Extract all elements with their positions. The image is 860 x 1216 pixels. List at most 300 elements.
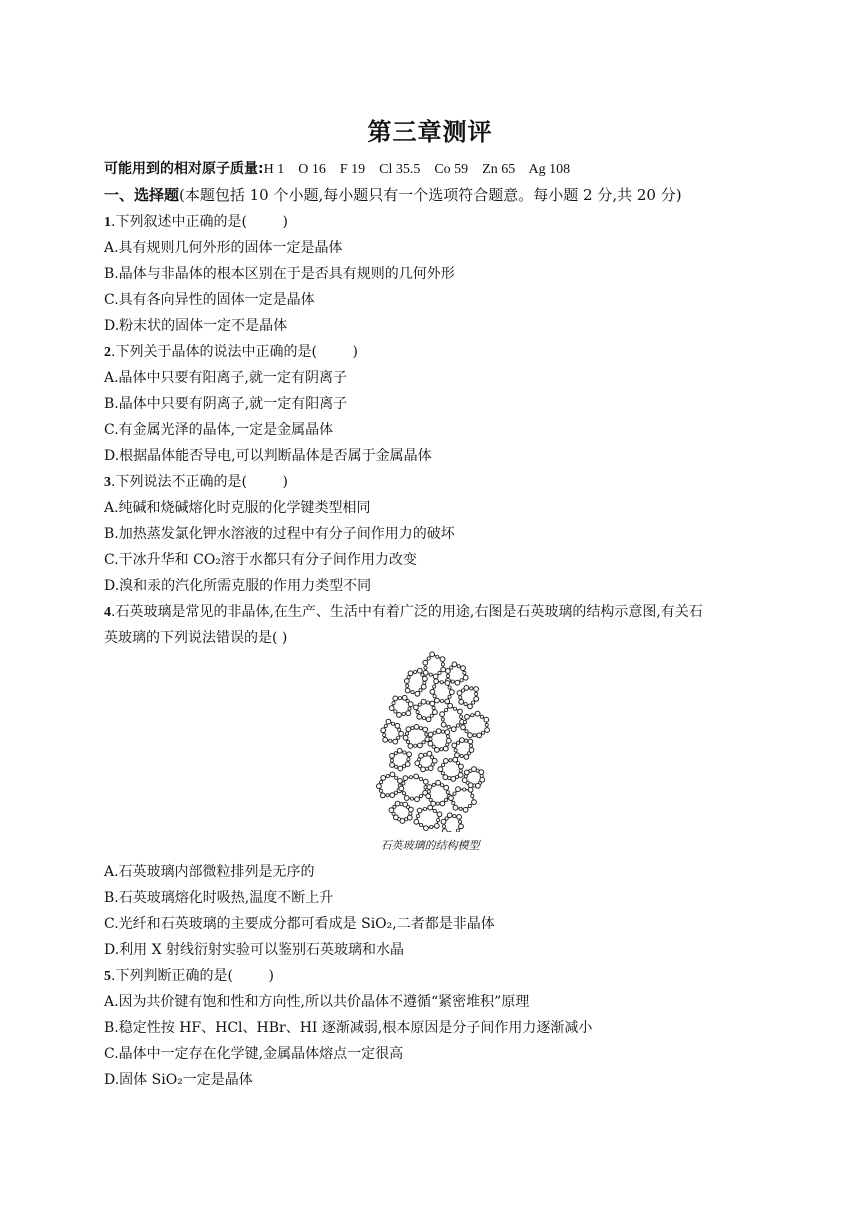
oxygen-atom: [480, 715, 483, 718]
silicon-atom: [426, 717, 431, 722]
oxygen-atom: [398, 697, 401, 700]
oxygen-atom: [441, 718, 444, 721]
silicon-atom: [414, 819, 419, 824]
oxygen-atom: [416, 815, 419, 818]
q1-option-c: C.具有各向异性的固体一定是晶体: [104, 292, 315, 308]
oxygen-atom: [414, 670, 417, 673]
oxygen-atom: [379, 789, 382, 792]
oxygen-atom: [460, 754, 463, 757]
question-text: .下列关于晶体的说法中正确的是( ): [111, 344, 358, 360]
silicon-atom: [476, 783, 481, 788]
silicon-atom: [440, 801, 445, 806]
silicon-atom: [474, 697, 479, 702]
oxygen-atom: [433, 731, 436, 734]
oxygen-atom: [456, 724, 459, 727]
question-text: .下列判断正确的是( ): [111, 968, 274, 984]
silicon-atom: [397, 713, 402, 718]
oxygen-atom: [449, 759, 452, 762]
silicon-atom: [446, 738, 451, 743]
silicon-atom: [394, 815, 399, 820]
oxygen-atom: [426, 701, 429, 704]
silicon-atom: [406, 711, 411, 716]
silicon-atom: [451, 727, 456, 732]
oxygen-atom: [420, 794, 423, 797]
silicon-atom: [472, 800, 477, 805]
atomic-masses-line: [104, 160, 570, 179]
q1-option-a: A.具有规则几何外形的固体一定是晶体: [104, 240, 343, 256]
oxygen-atom: [402, 792, 405, 795]
silicon-atom: [445, 730, 450, 735]
silicon-atom: [417, 714, 422, 719]
oxygen-atom: [432, 706, 435, 709]
question-number: 4: [104, 605, 111, 620]
oxygen-atom: [465, 739, 468, 742]
oxygen-atom: [485, 723, 488, 726]
oxygen-atom: [390, 759, 393, 762]
oxygen-atom: [423, 807, 426, 810]
oxygen-atom: [472, 701, 475, 704]
oxygen-atom: [438, 671, 441, 674]
silicon-atom: [436, 729, 441, 734]
silicon-atom: [428, 732, 433, 737]
q4-option-a: A.石英玻璃内部微粒排列是无序的: [104, 864, 315, 880]
oxygen-atom: [468, 804, 471, 807]
silicon-atom: [456, 787, 461, 792]
silicon-atom: [407, 752, 412, 757]
silicon-atom: [444, 785, 449, 790]
silicon-atom: [386, 719, 391, 724]
oxygen-atom: [395, 765, 398, 768]
silicon-atom: [468, 733, 473, 738]
oxygen-atom: [419, 689, 422, 692]
silicon-atom: [453, 805, 458, 810]
silicon-atom: [393, 739, 398, 744]
oxygen-atom: [427, 790, 430, 793]
oxygen-atom: [457, 741, 460, 744]
silicon-atom: [408, 702, 413, 707]
oxygen-atom: [448, 695, 451, 698]
silicon-atom: [463, 807, 468, 812]
question-text: .下列说法不正确的是( ): [111, 474, 288, 490]
oxygen-atom: [422, 717, 425, 720]
oxygen-atom: [441, 772, 444, 775]
silicon-atom: [414, 725, 419, 730]
silicon-atom: [399, 731, 404, 736]
q3-option-b: B.加热蒸发氯化钾水溶液的过程中有分子间作用力的破坏: [104, 526, 455, 542]
oxygen-atom: [392, 702, 395, 705]
silicon-atom: [445, 699, 450, 704]
silicon-atom: [484, 717, 489, 722]
oxygen-atom: [441, 730, 444, 733]
oxygen-atom: [459, 696, 462, 699]
silicon-atom: [390, 753, 395, 758]
silicon-atom: [408, 671, 413, 676]
oxygen-atom: [409, 812, 412, 815]
oxygen-atom: [446, 791, 449, 794]
oxygen-atom: [470, 687, 473, 690]
oxygen-atom: [386, 775, 389, 778]
silicon-atom: [400, 819, 405, 824]
silicon-atom: [428, 766, 433, 771]
silicon-atom: [395, 801, 400, 806]
silicon-atom: [458, 773, 463, 778]
silicon-atom: [380, 793, 385, 798]
silicon-atom: [427, 785, 432, 790]
silicon-atom: [377, 784, 382, 789]
oxygen-atom: [441, 784, 444, 787]
silicon-atom: [406, 727, 411, 732]
silicon-atom: [434, 679, 439, 684]
silicon-atom: [409, 807, 414, 812]
silicon-atom: [461, 725, 466, 730]
oxygen-atom: [383, 734, 386, 737]
silicon-atom: [389, 706, 394, 711]
oxygen-atom: [420, 823, 423, 826]
silicon-atom: [449, 796, 454, 801]
silicon-atom: [455, 680, 460, 685]
silicon-atom: [441, 819, 446, 824]
oxygen-atom: [394, 710, 397, 713]
silicon-atom: [398, 766, 403, 771]
oxygen-atom: [433, 809, 436, 812]
silicon-atom: [479, 770, 484, 775]
oxygen-atom: [450, 666, 453, 669]
silicon-atom: [459, 764, 464, 769]
silicon-atom: [468, 739, 473, 744]
section-description: (本题包括 10 个小题,每小题只有一个选项符合题意。每小题 2 分,共 20 分): [179, 186, 682, 204]
silicon-atom: [477, 733, 482, 738]
silicon-atom: [433, 710, 438, 715]
question-number: 3: [104, 475, 111, 490]
oxygen-atom: [444, 799, 447, 802]
silicon-atom: [428, 741, 433, 746]
oxygen-atom: [440, 681, 443, 684]
oxygen-atom: [456, 829, 459, 832]
silicon-atom: [397, 748, 402, 753]
oxygen-atom: [406, 684, 409, 687]
silicon-atom: [446, 669, 451, 674]
oxygen-atom: [429, 738, 432, 741]
atomic-masses-label: 可能用到的相对原子质量:: [104, 161, 264, 177]
silicon-atom: [463, 675, 468, 680]
q3-option-d: D.溴和汞的汽化所需克服的作用力类型不同: [104, 578, 372, 594]
oxygen-atom: [458, 820, 461, 823]
silicon-atom: [472, 767, 477, 772]
oxygen-atom: [446, 674, 449, 677]
oxygen-atom: [436, 802, 439, 805]
silicon-atom: [421, 699, 426, 704]
section-title: 一、选择题: [104, 186, 180, 204]
question-5-stem: [104, 967, 274, 986]
question-number: 2: [104, 345, 111, 360]
oxygen-atom: [459, 807, 462, 810]
oxygen-atom: [473, 734, 476, 737]
silicon-atom: [461, 666, 466, 671]
oxygen-atom: [402, 712, 405, 715]
silicon-atom: [457, 691, 462, 696]
oxygen-atom: [463, 671, 466, 674]
silicon-atom: [390, 763, 395, 768]
oxygen-atom: [459, 769, 462, 772]
silicon-atom: [455, 753, 460, 758]
oxygen-atom: [425, 733, 428, 736]
q2-option-b: B.晶体中只要有阴离子,就一定有阳离子: [104, 396, 348, 412]
oxygen-atom: [402, 782, 405, 785]
oxygen-atom: [430, 714, 433, 717]
silicon-atom: [443, 759, 448, 764]
oxygen-atom: [423, 681, 426, 684]
silicon-atom: [404, 796, 409, 801]
silicon-atom: [460, 738, 465, 743]
silicon-atom: [432, 758, 437, 763]
question-4-stem: [104, 603, 703, 622]
q2-option-d: D.根据晶体能否导电,可以判断晶体是否属于金属晶体: [104, 448, 432, 464]
silicon-atom: [414, 774, 419, 779]
oxygen-atom: [442, 763, 445, 766]
silicon-atom: [381, 776, 386, 781]
silicon-atom: [453, 757, 458, 762]
q3-option-c: C.干冰升华和 CO₂溶于水都只有分子间作用力改变: [104, 552, 417, 568]
silicon-atom: [402, 695, 407, 700]
oxygen-atom: [394, 752, 397, 755]
q4-option-c: C.光纤和石英玻璃的主要成分都可看成是 SiO₂,二者都是非晶体: [104, 916, 495, 932]
oxygen-atom: [422, 741, 425, 744]
oxygen-atom: [389, 739, 392, 742]
silicon-atom: [381, 728, 386, 733]
oxygen-atom: [391, 722, 394, 725]
oxygen-atom: [432, 783, 435, 786]
silicon-atom: [443, 775, 448, 780]
quartz-glass-structure-figure: [372, 648, 492, 832]
question-text: .下列叙述中正确的是( ): [111, 214, 288, 230]
oxygen-atom: [457, 665, 460, 668]
silicon-atom: [442, 829, 447, 832]
silicon-atom: [464, 770, 469, 775]
oxygen-atom: [448, 831, 451, 832]
silicon-atom: [421, 684, 426, 689]
oxygen-atom: [410, 797, 413, 800]
silicon-atom: [417, 808, 422, 813]
silicon-atom: [403, 735, 408, 740]
silicon-atom: [389, 808, 394, 813]
silicon-atom: [424, 826, 429, 831]
silicon-atom: [459, 700, 464, 705]
q5-option-c: C.晶体中一定存在化学键,金属晶体熔点一定很高: [104, 1046, 404, 1062]
oxygen-atom: [433, 695, 436, 698]
silicon-atom: [408, 744, 413, 749]
oxygen-atom: [469, 744, 472, 747]
silicon-atom: [426, 794, 431, 799]
silicon-atom: [436, 780, 441, 785]
oxygen-atom: [436, 655, 439, 658]
oxygen-atom: [397, 736, 400, 739]
oxygen-atom: [380, 781, 383, 784]
silicon-atom: [459, 824, 464, 829]
oxygen-atom: [448, 686, 451, 689]
q1-option-b: B.晶体与非晶体的根本区别在于是否具有规则的几何外形: [104, 266, 455, 282]
question-2-stem: [104, 343, 358, 362]
oxygen-atom: [463, 721, 466, 724]
silicon-atom: [414, 705, 419, 710]
oxygen-atom: [427, 657, 430, 660]
oxygen-atom: [463, 788, 466, 791]
oxygen-atom: [433, 685, 436, 688]
silicon-atom: [403, 802, 408, 807]
q2-option-c: C.有金属光泽的晶体,一定是金属晶体: [104, 422, 334, 438]
q4-option-d: D.利用 X 射线衍射实验可以鉴别石英玻璃和水晶: [104, 942, 405, 958]
oxygen-atom: [453, 707, 456, 710]
silicon-atom: [415, 797, 420, 802]
oxygen-atom: [445, 708, 448, 711]
oxygen-atom: [471, 714, 474, 717]
question-number: 5: [104, 969, 111, 984]
oxygen-atom: [414, 744, 417, 747]
question-3-stem: [104, 473, 288, 492]
silicon-atom: [390, 793, 395, 798]
silicon-atom: [423, 727, 428, 732]
silicon-atom: [464, 755, 469, 760]
silicon-atom: [428, 805, 433, 810]
q1-option-d: D.粉末状的固体一定不是晶体: [104, 318, 288, 334]
silicon-atom: [434, 824, 439, 829]
silicon-atom: [390, 772, 395, 777]
silicon-atom: [405, 688, 410, 693]
question-text: .石英玻璃是常见的非晶体,在生产、生活中有着广泛的用途,右图是石英玻璃的结构示意图,有关石: [111, 604, 703, 620]
silicon-atom: [445, 681, 450, 686]
figure-caption: 石英玻璃的结构模型: [380, 839, 480, 852]
silicon-atom: [403, 776, 408, 781]
silicon-atom: [399, 786, 404, 791]
page-title: 第三章测评: [367, 118, 493, 146]
oxygen-atom: [440, 748, 443, 751]
silicon-atom: [427, 751, 432, 756]
atomic-masses-values: H 1 O 16 F 19 Cl 35.5 Co 59 Zn 65 Ag 108: [263, 162, 571, 177]
q3-option-a: A.纯碱和烧碱熔化时克服的化学键类型相同: [104, 500, 371, 516]
q5-option-d: D.固体 SiO₂一定是晶体: [104, 1072, 253, 1088]
silicon-atom: [423, 779, 428, 784]
silicon-atom: [430, 701, 435, 706]
oxygen-atom: [424, 666, 427, 669]
silicon-atom: [437, 812, 442, 817]
silicon-atom: [430, 652, 435, 657]
oxygen-atom: [459, 715, 462, 718]
oxygen-atom: [421, 673, 424, 676]
oxygen-atom: [460, 679, 463, 682]
silicon-atom: [465, 714, 470, 719]
silicon-atom: [441, 722, 446, 727]
silicon-atom: [435, 748, 440, 753]
oxygen-atom: [453, 792, 456, 795]
oxygen-atom: [408, 707, 411, 710]
silicon-atom: [448, 703, 453, 708]
silicon-atom: [468, 783, 473, 788]
oxygen-atom: [416, 711, 419, 714]
oxygen-atom: [451, 680, 454, 683]
oxygen-atom: [443, 825, 446, 828]
oxygen-atom: [384, 724, 387, 727]
silicon-atom: [405, 762, 410, 767]
silicon-atom: [443, 746, 448, 751]
silicon-atom: [452, 743, 457, 748]
oxygen-atom: [441, 663, 444, 666]
question-number: 1: [104, 215, 111, 230]
silicon-atom: [421, 767, 426, 772]
silicon-atom: [468, 787, 473, 792]
silicon-atom: [433, 674, 438, 679]
silicon-atom: [395, 723, 400, 728]
silicon-atom: [452, 662, 457, 667]
silicon-atom: [474, 687, 479, 692]
oxygen-atom: [464, 703, 467, 706]
silicon-atom: [435, 698, 440, 703]
section-heading: [104, 186, 682, 204]
silicon-atom: [415, 691, 420, 696]
oxygen-atom: [407, 758, 410, 761]
oxygen-atom: [465, 730, 468, 733]
oxygen-atom: [418, 703, 421, 706]
silicon-atom: [430, 689, 435, 694]
silicon-atom: [440, 712, 445, 717]
oxygen-atom: [405, 732, 408, 735]
silicon-atom: [418, 743, 423, 748]
oxygen-atom: [447, 725, 450, 728]
oxygen-atom: [475, 692, 478, 695]
silicon-atom: [457, 815, 462, 820]
question-1-stem: [104, 213, 288, 232]
oxygen-atom: [437, 819, 440, 822]
silicon-atom: [451, 777, 456, 782]
silicon-atom: [464, 686, 469, 691]
silicon-atom: [449, 690, 454, 695]
silicon-atom: [415, 761, 420, 766]
silicon-atom: [393, 696, 398, 701]
oxygen-atom: [424, 753, 427, 756]
silicon-atom: [469, 748, 474, 753]
oxygen-atom: [419, 727, 422, 730]
silicon-atom: [480, 777, 485, 782]
oxygen-atom: [406, 740, 409, 743]
silicon-atom: [475, 711, 480, 716]
oxygen-atom: [429, 798, 432, 801]
silicon-atom: [423, 676, 428, 681]
q5-option-b: B.稳定性按 HF、HCl、HBr、HI 逐渐减弱,根本原因是分子间作用力逐渐减小: [104, 1020, 593, 1036]
q4-option-b: B.石英玻璃熔化时吸热,温度不断上升: [104, 890, 334, 906]
oxygen-atom: [411, 691, 414, 694]
silicon-atom: [419, 753, 424, 758]
oxygen-atom: [430, 825, 433, 828]
oxygen-atom: [409, 776, 412, 779]
silicon-atom: [458, 709, 463, 714]
silicon-atom: [407, 815, 412, 820]
oxygen-atom: [482, 731, 485, 734]
silicon-atom: [441, 667, 446, 672]
q2-option-a: A.晶体中只要有阳离子,就一定有阴离子: [104, 370, 348, 386]
silicon-atom: [417, 668, 422, 673]
oxygen-atom: [446, 735, 449, 738]
silicon-atom: [383, 737, 388, 742]
silicon-atom: [438, 767, 443, 772]
oxygen-atom: [395, 776, 398, 779]
question-4-stem-continued: 英玻璃的下列说法错误的是( ): [104, 630, 288, 646]
oxygen-atom: [471, 794, 474, 797]
silicon-atom: [485, 728, 490, 733]
silicon-atom: [404, 679, 409, 684]
silicon-atom: [447, 813, 452, 818]
q5-option-a: A.因为共价键有饱和性和方向性,所以共价晶体不遵循“紧密堆积”原理: [104, 994, 530, 1010]
silicon-atom: [423, 660, 428, 665]
oxygen-atom: [419, 777, 422, 780]
oxygen-atom: [453, 815, 456, 818]
